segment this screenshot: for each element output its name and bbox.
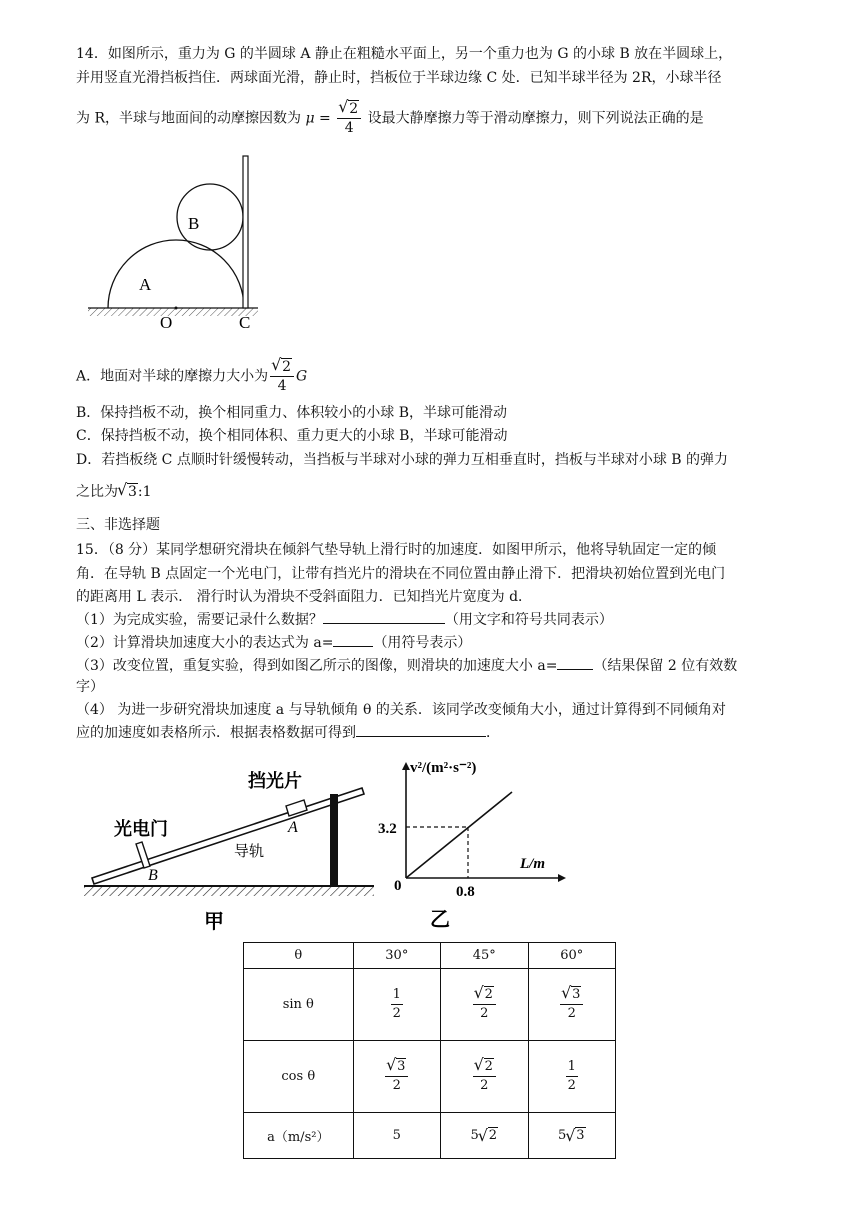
q15-part-4-cont: [76, 723, 500, 743]
cell-denominator: 2: [392, 1006, 401, 1021]
cell-coefficient: 5: [557, 1128, 567, 1143]
figure-jia-air-track: [84, 760, 374, 940]
part-2-text: （2）计算滑块加速度大小的表达式为 a=: [76, 635, 334, 651]
part-3-blank[interactable]: [557, 669, 593, 670]
caption-jia: 甲: [204, 909, 224, 933]
mu-fraction: [337, 100, 361, 137]
section-3-heading: 三、非选择题: [76, 517, 160, 533]
table-cell: [528, 1041, 615, 1113]
q15-part-4: （4） 为进一步研究滑块加速度 a 与导轨倾角 θ 的关系．该同学改变倾角大小，通过计算得到不同倾角对: [76, 702, 726, 718]
table-cell: [441, 1113, 528, 1159]
option-d-post: :1: [137, 484, 152, 500]
table-row: [244, 969, 616, 1041]
part-4-text: 应的加速度如表格所示．根据表格数据可得到: [76, 725, 356, 741]
equals-sign: =: [314, 110, 336, 127]
table-cell: [353, 969, 440, 1041]
table-row: [244, 1041, 616, 1113]
center-O-dot: [175, 307, 178, 310]
cell-numerator: 1: [566, 1058, 578, 1077]
ground-hatch: [88, 308, 258, 316]
ground-hatch-jia: [84, 886, 374, 896]
q14-line-3-text: 为 R，半球与地面间的动摩擦因数为: [76, 110, 306, 127]
q14-option-c: C．保持挡板不动，换个相同体积、重力更大的小球 B，半球可能滑动: [76, 428, 508, 444]
origin-label: 0: [394, 878, 402, 894]
cell-denominator: 2: [567, 1006, 576, 1021]
label-O: O: [160, 313, 173, 330]
cell-sqrt: 3: [576, 1128, 585, 1143]
hemisphere-A: [108, 240, 244, 308]
part-3-hint: （结果保留 2 位有效数: [593, 658, 738, 674]
q15-part-1: [76, 610, 613, 630]
mu-denominator: 4: [344, 120, 354, 136]
q15-part-3-cont: 字）: [76, 679, 104, 695]
part-2-blank[interactable]: [333, 646, 373, 647]
part-2-hint: （用符号表示）: [373, 635, 472, 651]
option-a-den: 4: [277, 378, 287, 394]
label-daogui: 导轨: [234, 842, 265, 860]
cell-denominator: 2: [567, 1078, 576, 1093]
x-axis-arrow: [558, 874, 566, 882]
mu-symbol: μ: [305, 110, 315, 127]
table-cell: [528, 1113, 615, 1159]
caption-yi: 乙: [430, 907, 450, 931]
q15-line-2: 角．在导轨 B 点固定一个光电门，让带有挡光片的滑块在不同位置由静止滑下．把滑块初始位置到光电门: [76, 566, 726, 582]
label-point-B: B: [148, 867, 158, 884]
q14-option-d: D．若挡板绕 C 点顺时针缓慢转动，当挡板与半球对小球的弹力互相垂直时，挡板与半球对小球 B 的弹力: [76, 452, 729, 468]
x-tick-label: 0.8: [456, 884, 475, 900]
q15-line-1: 15．（8 分）某同学想研究滑块在倾斜气垫导轨上滑行时的加速度．如图甲所示，他将导轨固定一定的倾: [76, 542, 717, 558]
y-axis-arrow: [402, 762, 410, 770]
part-4-blank[interactable]: [356, 736, 486, 737]
q14-option-b: B．保持挡板不动，换个相同重力、体积较小的小球 B，半球可能滑动: [76, 405, 508, 421]
header-cell: 60°: [528, 943, 615, 969]
data-line: [406, 792, 512, 878]
support-post: [330, 794, 338, 886]
table-cell: [441, 969, 528, 1041]
q14-option-a: [76, 358, 307, 395]
row-label: cos θ: [244, 1041, 354, 1113]
label-point-A: A: [288, 819, 298, 836]
part-1-hint: （用文字和符号共同表示）: [444, 612, 613, 628]
cell-sqrt: 2: [488, 1128, 498, 1143]
q14-line-1: 14．如图所示，重力为 G 的半圆球 A 静止在粗糙水平面上，另一个重力也为 G 的小球 B 放在半圆球上，: [76, 46, 733, 62]
label-dangguangpian: 挡光片: [248, 771, 302, 792]
label-A: A: [139, 275, 152, 294]
y-tick-label: 3.2: [378, 821, 397, 837]
ball-B: [177, 184, 243, 250]
q14-hemisphere-figure: [86, 150, 266, 330]
cell-coefficient: 5: [470, 1128, 479, 1143]
part-1-text: （1）为完成实验，需要记录什么数据？: [76, 612, 323, 628]
cell-sqrt: 3: [397, 1059, 406, 1074]
mu-sqrt-value: 2: [349, 101, 359, 117]
table-cell: [353, 1041, 440, 1113]
option-a-sqrt: 2: [282, 359, 292, 375]
table-cell: [441, 1041, 528, 1113]
header-cell: 30°: [353, 943, 440, 969]
option-d-pre: 之比为: [76, 484, 118, 500]
part-4-end: ．: [486, 725, 500, 741]
cell-numerator: 1: [391, 986, 403, 1005]
part-1-blank[interactable]: [323, 623, 445, 624]
cell-sqrt: 3: [572, 987, 581, 1002]
option-d-sqrt: 3: [128, 484, 137, 500]
y-axis-label: v²/(m²·s⁻²): [410, 760, 477, 776]
q14-option-d-cont: [76, 482, 152, 502]
q14-line-3: [76, 100, 704, 137]
header-cell: 45°: [441, 943, 528, 969]
table-cell: [528, 969, 615, 1041]
label-B: B: [188, 214, 200, 233]
option-a-fraction: [270, 358, 294, 395]
label-guangdianmen: 光电门: [114, 819, 168, 840]
q14-line-3-tail: 设最大静摩擦力等于滑动摩擦力，则下列说法正确的是: [363, 110, 704, 127]
q15-part-2: [76, 633, 471, 653]
row-label: sin θ: [244, 969, 354, 1041]
q15-part-3: [76, 656, 737, 676]
figure-yi-graph: [378, 756, 568, 936]
table-row: [244, 1113, 616, 1159]
cell-denominator: 2: [480, 1078, 489, 1093]
row-label: a（m/s²）: [244, 1113, 354, 1159]
angle-acceleration-table: [243, 942, 616, 1159]
header-cell: θ: [244, 943, 354, 969]
cell-sqrt: 2: [484, 987, 493, 1002]
cell-denominator: 2: [392, 1078, 401, 1093]
q15-line-3: 的距离用 L 表示． 滑行时认为滑块不受斜面阻力．已知挡光片宽度为 d．: [76, 589, 533, 605]
cell-sqrt: 2: [484, 1059, 493, 1074]
cell-denominator: 2: [480, 1006, 489, 1021]
part-3-text: （3）改变位置，重复实验，得到如图乙所示的图像，则滑块的加速度大小 a=: [76, 658, 558, 674]
label-C: C: [239, 313, 251, 330]
x-axis-label: L/m: [520, 856, 545, 872]
q14-line-2: 并用竖直光滑挡板挡住．两球面光滑，静止时，挡板位于半球边缘 C 处．已知半球半径为 2R，小球半径: [76, 70, 722, 86]
table-header-row: [244, 943, 616, 969]
option-a-text: A．地面对半球的摩擦力大小为: [76, 368, 269, 385]
vertical-baffle: [243, 156, 248, 308]
table-cell: 5: [353, 1113, 440, 1159]
option-a-G: G: [296, 368, 308, 385]
